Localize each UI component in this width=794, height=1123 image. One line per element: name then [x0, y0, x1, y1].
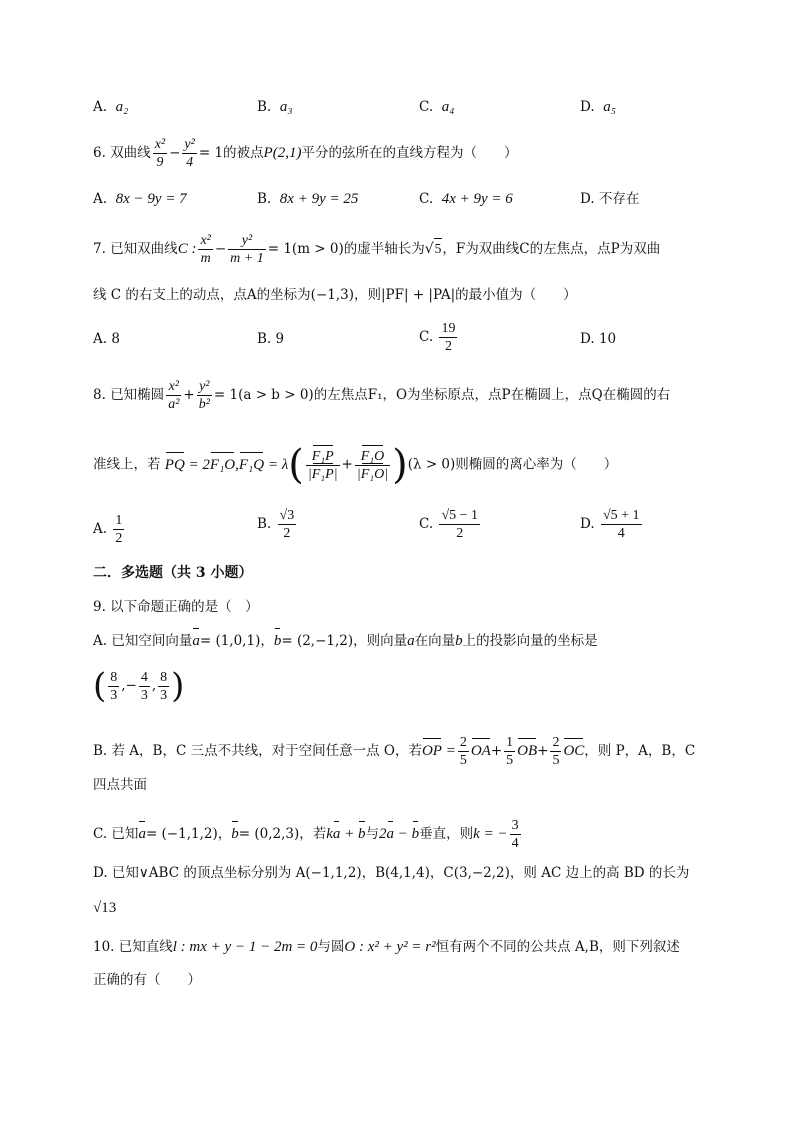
fraction: $\frac{\text{y²}}{\text{b²}}$ — [198, 379, 210, 412]
q7-option-c: C. $\frac{19}{2}$ — [419, 321, 456, 354]
q9-option-a-vector: ( $\frac{8}{3}$ ,− $\frac{4}{3}$ , $\frac{8}{3}$ ) — [93, 666, 185, 706]
q8-stem: 8. 已知椭圆 $\frac{\text{x²}}{\text{a²}}$ + $\frac{\text{y²}}{\text{b²}}$ = 1(a > b > 0)的左焦点F₁，O为坐标原点，点P在椭圆上，点Q在椭圆的右 — [93, 379, 671, 412]
q6-option-b: B. 8x + 9y = 25 — [257, 191, 359, 207]
q10-stem: 10. 已知直线l : mx + y − 1 − 2m = 0与圆O : x² + y² = r²恒有两个不同的公共点 A,B，则下列叙述 — [93, 939, 680, 955]
q5-option-c: C. a₄ — [419, 99, 455, 115]
q6-stem: 6. 双曲线 $\frac{\text{x²}}{9}$ − $\frac{\text{y²}}{4}$ = 1的被点P(2,1)平分的弦所在的直线方程为（ ） — [93, 137, 518, 170]
q7-option-d: D. 10 — [580, 331, 617, 347]
section-heading: 二．多选题（共 3 小题） — [93, 565, 253, 581]
q7-option-a: A. 8 — [93, 331, 120, 347]
q8-stem-line2: 准线上，若 PQ = 2F₁O,F₁Q = λ( $\frac{\text{F₁P}}{\text{|F₁P|}}$ + $\frac{\text{F₁O}}{\text{|F₁O|}}$ )(λ > 0)则椭圆的离心率为（ ） — [93, 442, 618, 488]
q9-option-b-line2: 四点共面 — [93, 777, 147, 793]
q7-stem-line2: 线 C 的右支上的动点，点A的坐标为(−1,3)，则|PF| + |PA|的最小值为（ ） — [93, 287, 577, 303]
q7-stem: 7. 已知双曲线C : $\frac{\text{x²}}{m}$ − $\frac{\text{y²}}{m + 1}$ = 1(m > 0)的虚半轴长为√5，F为双曲线C的左焦点，点P为双曲 — [93, 233, 661, 266]
q9-option-a: A. 已知空间向量a= (1,0,1)，b= (2,−1,2)，则向量a在向量b上的投影向量的坐标是 — [93, 633, 598, 649]
fraction: $\frac{\text{x²}}{\text{a²}}$ — [168, 379, 180, 412]
q6-option-c: C. 4x + 9y = 6 — [419, 191, 513, 207]
fraction: $\frac{\text{x²}}{m}$ — [200, 233, 211, 266]
q5-option-b: B. a₃ — [257, 99, 293, 115]
q8-option-a: A. $\frac{1}{2}$ — [93, 513, 123, 546]
q7-option-b: B. 9 — [257, 331, 285, 347]
q9-option-d: D. 已知∨ABC 的顶点坐标分别为 A(−1,1,2)，B(4,1,4)，C(3,−2,2)，则 AC 边上的高 BD 的长为 — [93, 865, 690, 881]
q5-option-a: A. a₂ — [93, 99, 129, 115]
q6-option-a: A. 8x − 9y = 7 — [93, 191, 187, 207]
q8-option-d: D. $\frac{√5 + 1}{4}$ — [580, 508, 640, 541]
q10-stem-line2: 正确的有（ ） — [93, 972, 201, 988]
fraction: $\frac{\text{y²}}{m + 1}$ — [230, 233, 264, 266]
q9-option-b: B. 若 A，B，C 三点不共线，对于空间任意一点 O，若OP = $\frac{2}{5}$ OA+ $\frac{1}{5}$ OB+ $\frac{2}{5}$ OC，则 P，A，B，C — [93, 735, 696, 768]
q9-option-d-line2: √13 — [93, 900, 117, 916]
q8-option-c: C. $\frac{√5 - 1}{2}$ — [419, 508, 479, 541]
q6-option-d: D. 不存在 — [580, 191, 640, 207]
q9-stem: 9. 以下命题正确的是（ ） — [93, 599, 259, 615]
q9-option-c: C. 已知a= (−1,1,2)，b= (0,2,3)，若ka + b与2a − b垂直，则k = − $\frac{3}{4}$ — [93, 818, 519, 851]
q8-option-b: B. $\frac{√3}{2}$ — [257, 508, 295, 541]
fraction: $\frac{\text{y²}}{4}$ — [184, 137, 195, 170]
fraction: $\frac{\text{x²}}{9}$ — [154, 137, 166, 170]
q5-option-d: D. a₅ — [580, 99, 616, 115]
